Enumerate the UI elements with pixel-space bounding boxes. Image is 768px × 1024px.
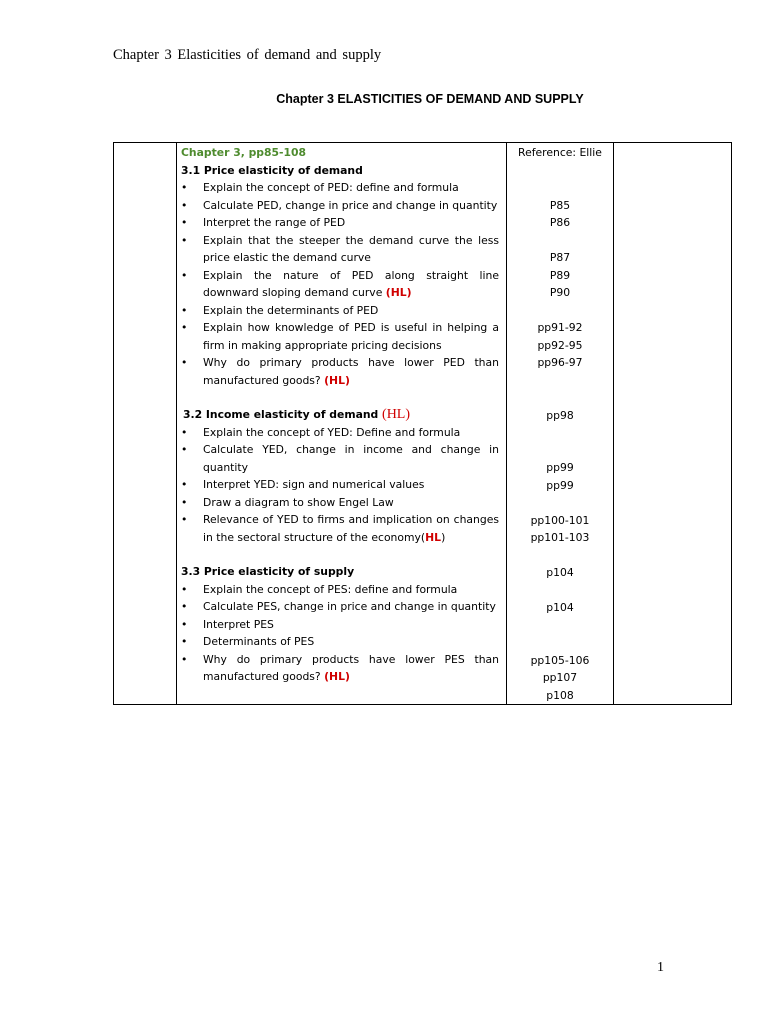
page-reference: p104 (546, 566, 574, 579)
hl-tag: (HL) (382, 407, 411, 422)
reference-spacer (507, 634, 613, 652)
table-row (114, 143, 732, 705)
page-reference: p104 (546, 601, 574, 614)
page-reference: pp96-97 (537, 356, 583, 369)
list-item: • Draw a diagram to show Engel Law (181, 494, 499, 512)
page-reference: pp100-101 (530, 513, 590, 527)
list-item: • Interpret PES (181, 616, 499, 634)
hl-tag: (HL) (324, 670, 350, 683)
page-reference: pp98 (546, 408, 574, 422)
list-item: • Explain the concept of PED: define and formula (181, 179, 499, 197)
list-item: • Explain the determinants of PED (181, 302, 499, 320)
reference-spacer (507, 494, 613, 512)
hl-tag: HL (425, 530, 442, 544)
reference-spacer (507, 442, 613, 460)
list-item: • Interpret YED: sign and numerical values (181, 476, 499, 494)
list-item: • Explain the concept of PES: define and formula (181, 581, 499, 599)
section-spacer (181, 389, 499, 406)
syllabus-table (113, 142, 732, 705)
reference-spacer (507, 302, 613, 320)
hl-tag: (HL) (324, 373, 350, 387)
empty-column-cell (614, 143, 732, 705)
reference-spacer (507, 162, 613, 180)
list-item: • Why do primary products have lower PES than manufactured goods? (HL) (181, 651, 499, 686)
list-item: • Determinants of PES (181, 633, 499, 651)
list-item: • Interpret the range of PED (181, 214, 499, 232)
reference-spacer (507, 179, 613, 197)
page-reference: pp99 (546, 461, 574, 474)
document-title: Chapter 3 ELASTICITIES OF DEMAND AND SUPPLY (276, 92, 584, 106)
topic-list-3-2 (181, 424, 499, 547)
page-reference: p108 (546, 688, 574, 702)
list-item: • Explain that the steeper the demand curve the less price elastic the demand curve (181, 232, 499, 267)
reference-column-cell (507, 143, 614, 705)
reference-spacer (507, 547, 613, 565)
page-reference: pp99 (546, 478, 574, 492)
page-reference: P89 (549, 268, 571, 282)
page-reference: pp91-92 (537, 321, 583, 334)
list-item: • Calculate PES, change in price and change in quantity (181, 598, 499, 616)
content-column-cell (177, 143, 507, 705)
reference-header: Reference: Ellie (518, 146, 602, 159)
page-reference: pp107 (542, 671, 578, 684)
reference-spacer (507, 424, 613, 442)
page-reference: pp101-103 (530, 531, 590, 544)
topic-list-3-3 (181, 581, 499, 686)
blank-column-cell (114, 143, 177, 705)
page-reference: pp92-95 (537, 338, 583, 352)
list-item: • Explain the nature of PED along straight line downward sloping demand curve (HL) (181, 267, 499, 302)
section-spacer (181, 546, 499, 563)
topic-list-3-1 (181, 179, 499, 389)
section-title-3-2: 3.2 Income elasticity of demand (HL) (183, 407, 411, 422)
hl-tag: (HL) (385, 286, 412, 299)
reference-spacer (507, 582, 613, 600)
page-reference: P87 (549, 251, 571, 264)
reference-spacer (507, 372, 613, 390)
section-title-3-3: 3.3 Price elasticity of supply (181, 565, 355, 578)
page-reference: pp105-106 (530, 653, 590, 667)
chapter-reference: Chapter 3, pp85-108 (181, 146, 307, 159)
page-reference: P85 (549, 198, 571, 212)
reference-spacer (507, 389, 613, 407)
running-header: Chapter 3 Elasticities of demand and supply (113, 47, 382, 63)
page-number: 1 (657, 960, 664, 975)
reference-spacer (507, 232, 613, 250)
list-item: • Relevance of YED to firms and implication on changes in the sectoral structure of the economy(HL) (181, 511, 499, 546)
page-reference: P90 (549, 286, 571, 299)
list-item: • Explain how knowledge of PED is useful in helping a firm in making appropriate pricing decisions (181, 319, 499, 354)
list-item: • Explain the concept of YED: Define and formula (181, 424, 499, 442)
list-item: • Calculate PED, change in price and change in quantity (181, 197, 499, 215)
reference-spacer (507, 617, 613, 635)
page-reference: P86 (549, 216, 571, 229)
reference-list (507, 162, 613, 705)
section-title-3-1: 3.1 Price elasticity of demand (181, 163, 363, 177)
list-item: • Why do primary products have lower PED than manufactured goods? (HL) (181, 354, 499, 389)
list-item: • Calculate YED, change in income and change in quantity (181, 441, 499, 476)
